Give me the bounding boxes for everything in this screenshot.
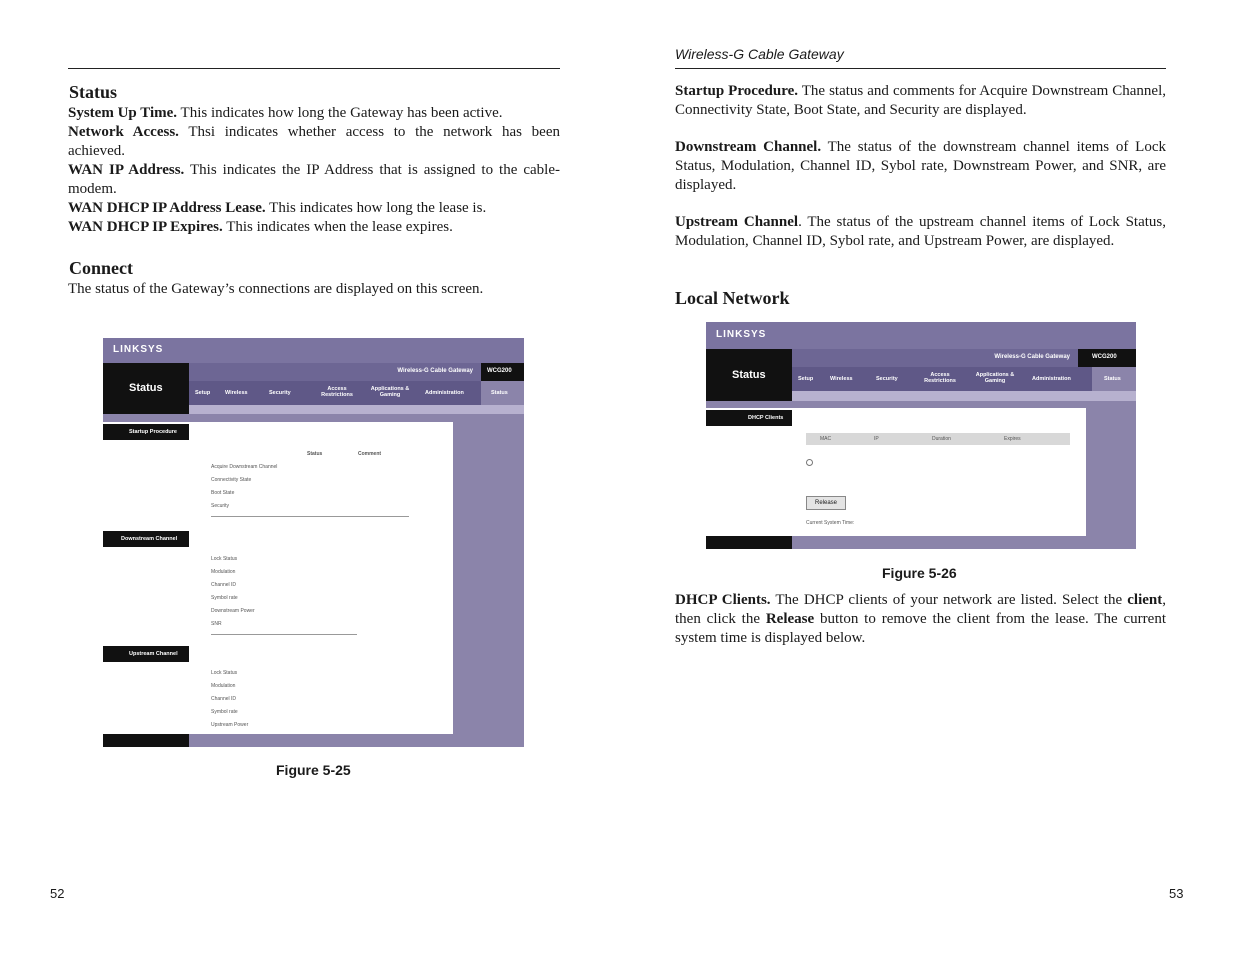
- release-button-label: Release: [814, 500, 837, 506]
- upstream-row: Symbol rate: [211, 709, 238, 715]
- nav-item-security[interactable]: Security: [876, 376, 898, 382]
- status-item: WAN DHCP IP Address Lease. This indicates how long the lease is.: [68, 200, 487, 216]
- nav-item-access[interactable]: Access Restrictions: [924, 372, 956, 384]
- startup-procedure-text: Startup Procedure. The status and comments for Acquire Downstream Channel, Connectivity State, Boot State, and Security are displayed.: [675, 83, 1166, 118]
- nav-item-setup[interactable]: Setup: [798, 376, 814, 382]
- sidebar-startup: Startup Procedure: [103, 424, 189, 440]
- section-title: Status: [129, 382, 163, 394]
- nav-row: [189, 381, 481, 405]
- sidebar: [103, 422, 189, 734]
- model-block: [1078, 349, 1136, 367]
- status-item: WAN DHCP IP Expires. This indicates when the lease expires.: [68, 219, 453, 235]
- sidebar: [706, 408, 792, 536]
- col-mac: MAC: [820, 436, 832, 442]
- release-button[interactable]: [806, 496, 846, 510]
- nav-item-status: Status: [491, 390, 508, 396]
- linksys-logo: LINKSYS: [716, 329, 767, 340]
- product-bar: [189, 363, 481, 381]
- divider: [211, 634, 357, 635]
- col-expires: Expires: [1004, 436, 1021, 442]
- product-name: Wireless-G Cable Gateway: [994, 354, 1070, 360]
- footer-bar: [103, 734, 189, 747]
- sub-nav-row: [189, 405, 524, 414]
- sidebar-upstream: Upstream Channel: [103, 646, 189, 662]
- content-pane: [792, 408, 1086, 536]
- downstream-row: Downstream Power: [211, 608, 255, 614]
- nav-item-admin[interactable]: Administration: [425, 390, 464, 396]
- col-duration: Duration: [932, 436, 951, 442]
- client-table-header: [806, 433, 1070, 445]
- nav-item-apps[interactable]: Applications & Gaming: [975, 372, 1015, 384]
- status-heading: Status: [69, 82, 118, 102]
- status-item: System Up Time. This indicates how long the Gateway has been active.: [68, 105, 503, 121]
- product-bar: [792, 349, 1078, 367]
- screenshot-topbar: [706, 322, 1136, 349]
- model-name: WCG200: [487, 368, 512, 374]
- col-ip: IP: [874, 436, 879, 442]
- startup-row: Connectivity State: [211, 477, 252, 483]
- section-title: Status: [732, 369, 766, 381]
- sidebar-downstream: Downstream Channel: [103, 531, 189, 547]
- running-header: Wireless-G Cable Gateway: [675, 46, 844, 62]
- downstream-row: Channel ID: [211, 582, 237, 588]
- downstream-row: Symbol rate: [211, 595, 238, 601]
- nav-item-apps[interactable]: Applications & Gaming: [370, 386, 410, 398]
- sidebar-dhcp-clients: DHCP Clients: [706, 410, 792, 426]
- current-time-label: Current System Time:: [806, 520, 855, 526]
- left-top-rule: [68, 68, 560, 69]
- upstream-row: Channel ID: [211, 696, 237, 702]
- upstream-row: Lock Status: [211, 670, 238, 676]
- downstream-channel-text: Downstream Channel. The status of the downstream channel items of Lock Status, Modulation, Channel ID, Sybol rate, Downstream Power, and SNR, are displayed.: [675, 139, 1166, 193]
- figure-5-26-screenshot: [706, 322, 1136, 549]
- status-item-list: [68, 104, 560, 237]
- nav-item-admin[interactable]: Administration: [1032, 376, 1071, 382]
- divider: [211, 516, 409, 517]
- footer-bar: [706, 536, 792, 549]
- local-network-heading: Local Network: [675, 288, 790, 308]
- model-name: WCG200: [1092, 354, 1117, 360]
- figure-5-25-screenshot: [103, 338, 524, 747]
- upstream-row: Modulation: [211, 683, 236, 689]
- startup-row: Security: [211, 503, 230, 509]
- nav-item-access[interactable]: Access Restrictions: [321, 386, 353, 398]
- right-top-rule: [675, 68, 1166, 69]
- content-pane: [189, 422, 453, 734]
- upstream-row: Upstream Power: [211, 722, 249, 728]
- downstream-row: Modulation: [211, 569, 236, 575]
- downstream-row: Lock Status: [211, 556, 238, 562]
- startup-row: Boot State: [211, 490, 235, 496]
- upstream-channel-text: Upstream Channel. The status of the upstream channel items of Lock Status, Modulation, Channel ID, Sybol rate, and Upstream Power, are displayed.: [675, 214, 1166, 249]
- nav-item-status-active[interactable]: [1092, 367, 1136, 391]
- section-block: [706, 349, 792, 401]
- linksys-logo: LINKSYS: [113, 344, 164, 355]
- section-block: [103, 363, 189, 414]
- col-comment: Comment: [358, 451, 382, 457]
- page-number-left: 52: [50, 886, 65, 901]
- status-item: WAN IP Address. This indicates the IP Address that is assigned to the cable-modem.: [68, 162, 560, 197]
- nav-item-wireless[interactable]: Wireless: [830, 376, 853, 382]
- nav-item-status: Status: [1104, 376, 1121, 382]
- dhcp-clients-text: DHCP Clients. The DHCP clients of your network are listed. Select the client, then click the Release button to remove the client from the lease. The current system time is displayed below.: [675, 592, 1166, 646]
- connect-heading: Connect: [69, 258, 133, 278]
- startup-row: Acquire Downstream Channel: [211, 464, 278, 470]
- nav-item-wireless[interactable]: Wireless: [225, 390, 248, 396]
- status-item: Network Access. Thsi indicates whether access to the network has been achieved.: [68, 124, 560, 159]
- sub-nav-row: [792, 391, 1136, 401]
- figure-5-26-caption: Figure 5-26: [882, 565, 957, 581]
- model-block: [481, 363, 524, 381]
- nav-row: [792, 367, 1092, 391]
- product-name: Wireless-G Cable Gateway: [397, 368, 473, 374]
- client-radio[interactable]: [806, 459, 813, 466]
- nav-item-security[interactable]: Security: [269, 390, 291, 396]
- page-number-right: 53: [1169, 886, 1184, 901]
- downstream-row: SNR: [211, 621, 222, 627]
- connect-text: The status of the Gateway’s connections are displayed on this screen.: [68, 281, 484, 297]
- nav-item-status-active[interactable]: [481, 381, 524, 405]
- figure-5-25-caption: Figure 5-25: [276, 762, 351, 778]
- col-status: Status: [307, 451, 323, 457]
- nav-item-setup[interactable]: Setup: [195, 390, 211, 396]
- screenshot-topbar: [103, 338, 524, 363]
